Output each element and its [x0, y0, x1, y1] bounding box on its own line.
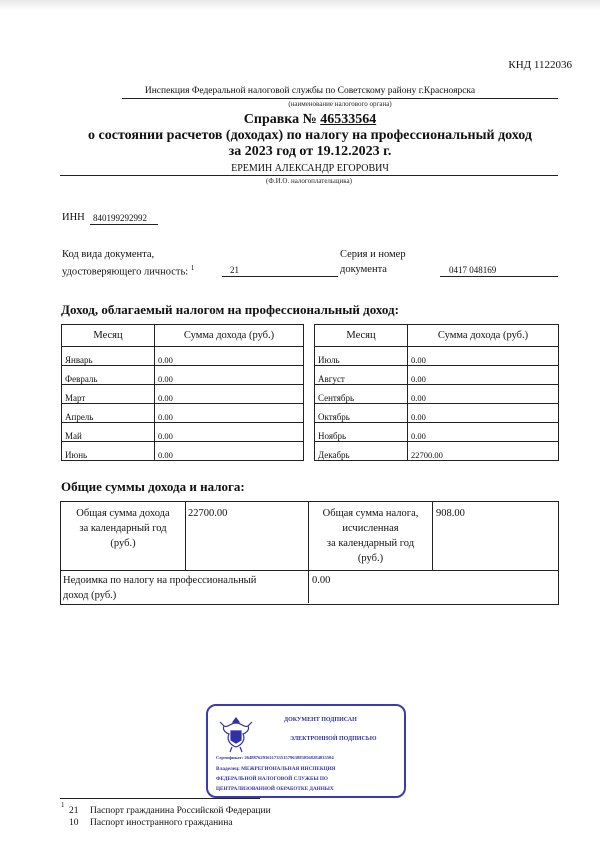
- doc-series-label-1: Серия и номер: [340, 249, 406, 260]
- certificate-title-line1: [40, 112, 580, 128]
- sum-cell: 0.00: [155, 366, 304, 385]
- stamp-owner-2: ФЕДЕРАЛЬНОЙ НАЛОГОВОЙ СЛУЖБЫ ПО: [216, 776, 328, 782]
- month-cell: Январь: [62, 347, 155, 366]
- total-income-label: [61, 506, 185, 551]
- total-income-label-2: за календарный год: [79, 523, 167, 534]
- doc-series-value: 0417 048169: [449, 265, 497, 275]
- table-row: [62, 442, 304, 461]
- inn-underline: [90, 224, 158, 225]
- total-income-label-3: (руб.): [110, 538, 136, 549]
- month-cell: Ноябрь: [315, 423, 408, 442]
- title-prefix: Справка №: [243, 112, 321, 127]
- income-table-left: [61, 324, 304, 461]
- table-row: [315, 366, 559, 385]
- totals-heading: Общие суммы дохода и налога:: [61, 479, 245, 494]
- arrears-label-2: доход (руб.): [63, 590, 117, 601]
- table-row: [62, 404, 304, 423]
- footnote-text: Паспорт гражданина Российской Федерации: [90, 806, 271, 816]
- doc-code-underline: [222, 276, 338, 277]
- table-row: [62, 385, 304, 404]
- month-cell: Май: [62, 423, 155, 442]
- sum-cell: 0.00: [408, 347, 559, 366]
- totals-col-divider-1: [185, 501, 186, 570]
- month-cell: Август: [315, 366, 408, 385]
- knd-code: КНД 1122036: [508, 59, 572, 71]
- certificate-title-line3: за 2023 год от 19.12.2023 г.: [228, 144, 392, 159]
- sum-cell: 0.00: [155, 404, 304, 423]
- income-heading: Доход, облагаемый налогом на профессиональный доход:: [61, 302, 399, 317]
- total-tax-label-1: Общая сумма налога,: [322, 508, 419, 519]
- table-row: [315, 442, 559, 461]
- table-header-row: [315, 325, 559, 347]
- sum-cell: 0.00: [408, 366, 559, 385]
- total-income-label-1: Общая сумма дохода: [76, 508, 170, 519]
- certificate-title-line2: о состоянии расчетов (доходах) по налогу на профессиональный доход: [88, 128, 532, 143]
- doc-code-footnote-mark: 1: [190, 264, 195, 272]
- table-header-row: [62, 325, 304, 347]
- doc-code-label-2: [62, 264, 194, 278]
- organ-caption: (наименование налогового органа): [288, 100, 392, 108]
- fio-underline: [60, 175, 558, 176]
- footnote-code: 21: [69, 806, 79, 816]
- doc-series-label-2: документа: [340, 264, 387, 275]
- month-cell: Апрель: [62, 404, 155, 423]
- table-row: [62, 366, 304, 385]
- sum-cell: 22700.00: [408, 442, 559, 461]
- table-row: [315, 385, 559, 404]
- tax-organ-name: Инспекция Федеральной налоговой службы по Советскому району г.Красноярска: [144, 86, 476, 96]
- table-row: [315, 404, 559, 423]
- doc-code-value: 21: [230, 265, 239, 275]
- month-cell: Октябрь: [315, 404, 408, 423]
- month-cell: Сентябрь: [315, 385, 408, 404]
- taxpayer-fio: ЕРЕМИН АЛЕКСАНДР ЕГОРОВИЧ: [231, 163, 389, 174]
- footnote-mark: 1: [61, 801, 65, 809]
- sum-cell: 0.00: [155, 423, 304, 442]
- electronic-signature-stamp: [206, 704, 406, 798]
- footnote-separator: [60, 798, 260, 799]
- stamp-certificate: Сертификат: 264887629361173351579638830568284035504: [216, 755, 334, 760]
- fio-caption: (Ф.И.О. налогоплательщика): [266, 177, 352, 185]
- footnote-code: 10: [69, 818, 79, 828]
- doc-code-label-text: удостоверяющего личность:: [62, 266, 189, 278]
- column-header-sum: Сумма дохода (руб.): [408, 325, 559, 347]
- month-cell: Июль: [315, 347, 408, 366]
- sum-cell: 0.00: [408, 423, 559, 442]
- month-cell: Март: [62, 385, 155, 404]
- stamp-line-1: ДОКУМЕНТ ПОДПИСАН: [284, 717, 357, 723]
- inn-value: 840199292992: [93, 213, 147, 223]
- totals-row-divider: [60, 570, 558, 571]
- table-row: [315, 423, 559, 442]
- sum-cell: 0.00: [155, 385, 304, 404]
- doc-code-label-1: Код вида документа,: [62, 249, 155, 260]
- sum-cell: 0.00: [408, 385, 559, 404]
- stamp-line-2: ЭЛЕКТРОННОЙ ПОДПИСЬЮ: [290, 736, 377, 742]
- month-cell: Февраль: [62, 366, 155, 385]
- sum-cell: 0.00: [155, 347, 304, 366]
- total-income-value: 22700.00: [188, 508, 228, 519]
- column-header-month: Месяц: [62, 325, 155, 347]
- column-header-sum: Сумма дохода (руб.): [155, 325, 304, 347]
- total-tax-label-2: исчисленная: [342, 523, 399, 534]
- stamp-owner-1: Владелец: МЕЖРЕГИОНАЛЬНАЯ ИНСПЕКЦИЯ: [216, 766, 336, 772]
- footnote-text: Паспорт иностранного гражданина: [90, 818, 233, 828]
- month-cell: Декабрь: [315, 442, 408, 461]
- income-table-right: [314, 324, 559, 461]
- table-row: [62, 347, 304, 366]
- doc-series-underline: [440, 276, 558, 277]
- table-row: [62, 423, 304, 442]
- organ-underline: [122, 98, 558, 99]
- sum-cell: 0.00: [155, 442, 304, 461]
- total-tax-value: 908.00: [436, 508, 465, 519]
- arrears-value: 0.00: [312, 575, 331, 586]
- arrears-label-1: Недоимка по налогу на профессиональный: [63, 575, 257, 586]
- certificate-number: 46533564: [320, 112, 377, 127]
- totals-col-divider-3: [432, 501, 433, 570]
- total-tax-label-4: (руб.): [357, 553, 384, 564]
- month-cell: Июнь: [62, 442, 155, 461]
- table-row: [315, 347, 559, 366]
- russian-emblem-icon: [218, 714, 254, 754]
- stamp-owner-3: ЦЕНТРАЛИЗОВАННОЙ ОБРАБОТКЕ ДАННЫХ: [216, 786, 334, 792]
- scan-shade: [0, 0, 600, 10]
- column-header-month: Месяц: [315, 325, 408, 347]
- sum-cell: 0.00: [408, 404, 559, 423]
- total-tax-label: [309, 506, 432, 566]
- inn-label: ИНН: [62, 212, 85, 223]
- arrears-label: [63, 573, 256, 603]
- total-tax-label-3: за календарный год: [326, 538, 415, 549]
